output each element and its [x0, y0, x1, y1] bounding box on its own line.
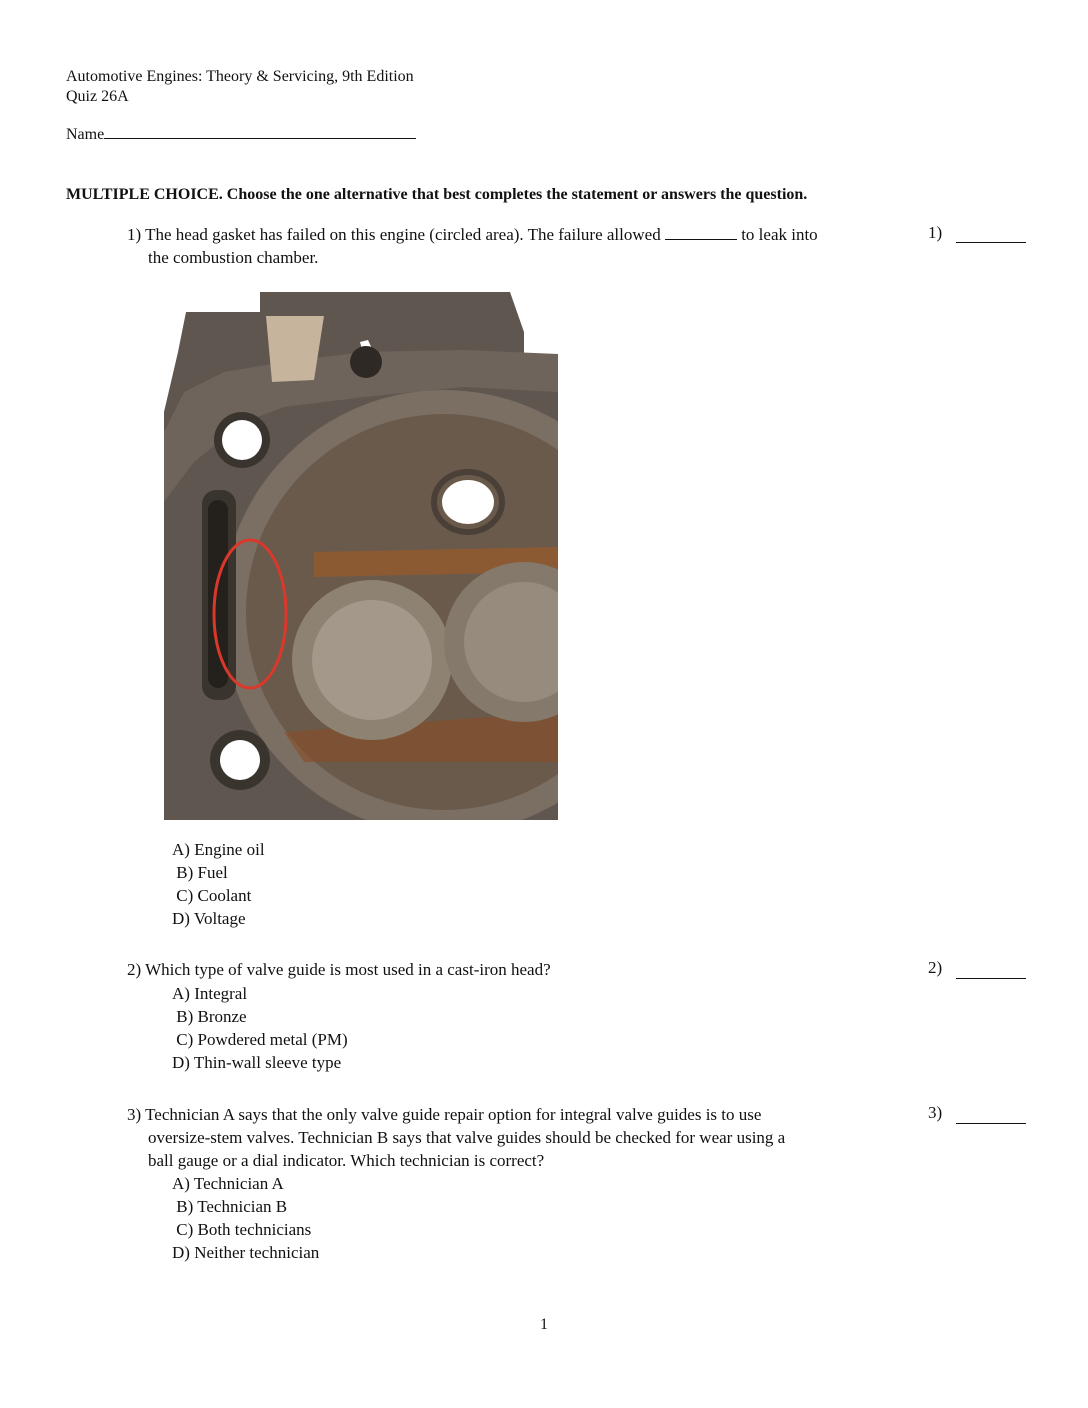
question-2-text: 2) Which type of valve guide is most used in a cast-iron head? — [127, 960, 551, 979]
option-3d[interactable]: D) Neither technician — [172, 1243, 320, 1262]
option-1a[interactable]: A) Engine oil — [172, 840, 265, 859]
cylinder-head-photo — [164, 292, 558, 820]
option-2a[interactable]: A) Integral — [172, 984, 248, 1003]
name-label: Name — [66, 126, 105, 143]
option-2c[interactable]: C) Powdered metal (PM) — [172, 1030, 348, 1049]
option-1b[interactable]: B) Fuel — [172, 863, 228, 882]
instructions: MULTIPLE CHOICE. Choose the one alternative that best completes the statement or answers the question. — [66, 186, 808, 203]
page-number: 1 — [540, 1316, 548, 1333]
option-3c[interactable]: C) Both technicians — [172, 1220, 312, 1239]
option-2d[interactable]: D) Thin-wall sleeve type — [172, 1053, 342, 1072]
question-3-line-1: 3) Technician A says that the only valve guide repair option for integral valve guides is to use — [127, 1105, 762, 1124]
answer-number-3: 3) — [928, 1103, 943, 1122]
option-3b[interactable]: B) Technician B — [172, 1197, 288, 1216]
answer-blank-1[interactable] — [956, 242, 1026, 243]
answer-blank-3[interactable] — [956, 1123, 1026, 1124]
answer-blank-2[interactable] — [956, 978, 1026, 979]
option-3a[interactable]: A) Technician A — [172, 1174, 284, 1193]
answer-number-1: 1) — [928, 223, 943, 242]
question-1-inline-blank — [665, 224, 737, 240]
book-title: Automotive Engines: Theory & Servicing, 9th Edition — [66, 68, 414, 85]
question-3-line-2: oversize-stem valves. Technician B says that valve guides should be checked for wear using a — [148, 1128, 786, 1147]
option-1d[interactable]: D) Voltage — [172, 909, 246, 928]
question-1-options — [172, 838, 265, 930]
question-3-line-3: ball gauge or a dial indicator. Which technician is correct? — [148, 1151, 545, 1170]
quiz-label: Quiz 26A — [66, 88, 129, 105]
answer-number-2: 2) — [928, 958, 943, 977]
name-underline[interactable] — [104, 124, 416, 139]
question-1-text-b: to leak into — [741, 225, 818, 244]
question-3-options — [172, 1172, 319, 1264]
question-1-line-1 — [127, 223, 818, 246]
option-2b[interactable]: B) Bronze — [172, 1007, 247, 1026]
question-1-text-a: 1) The head gasket has failed on this engine (circled area). The failure allowed — [127, 225, 661, 244]
question-1-line-2: the combustion chamber. — [148, 248, 319, 267]
question-2-options — [172, 982, 348, 1074]
option-1c[interactable]: C) Coolant — [172, 886, 252, 905]
name-field[interactable] — [66, 124, 416, 145]
